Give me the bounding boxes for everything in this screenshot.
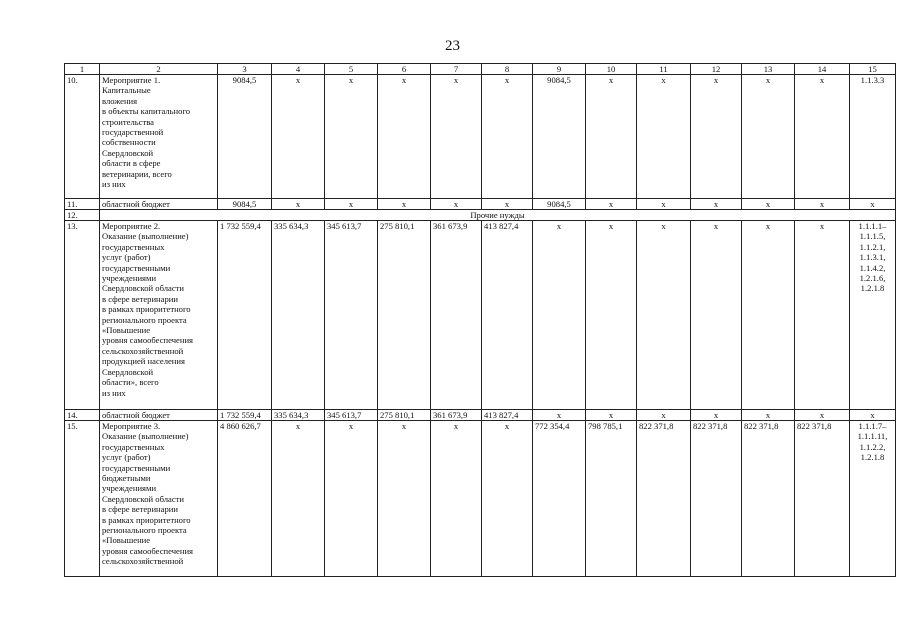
cell-col3: 9084,5	[218, 75, 272, 199]
row-number: 14.	[65, 410, 100, 421]
row-description: Мероприятие 3. Оказание (выполнение) государственных услуг (работ) государственными бюджетными учреждениями Свердловской области в сфере ветеринарии в рамках приоритетного регионального проекта «Повышение уровня самообеспечения сельскохозяйственной	[100, 421, 218, 577]
row-number: 12.	[65, 210, 100, 221]
col-header: 4	[272, 64, 325, 75]
cell-col7: 361 673,9	[431, 410, 482, 421]
cell-col12: х	[691, 410, 742, 421]
cell-col10: х	[586, 410, 637, 421]
cell-col8: х	[482, 199, 533, 210]
col-header: 3	[218, 64, 272, 75]
cell-col13: 822 371,8	[742, 421, 795, 577]
col-header: 10	[586, 64, 637, 75]
cell-col10: х	[586, 221, 637, 410]
col-header: 13	[742, 64, 795, 75]
cell-col7: х	[431, 421, 482, 577]
table-row	[65, 210, 896, 221]
cell-col15: 1.1.3.3	[850, 75, 896, 199]
cell-col9: 9084,5	[533, 75, 586, 199]
cell-col13: х	[742, 410, 795, 421]
col-header: 14	[795, 64, 850, 75]
cell-col11: 822 371,8	[637, 421, 691, 577]
cell-col7: х	[431, 199, 482, 210]
cell-col12: х	[691, 75, 742, 199]
cell-col4: 335 634,3	[272, 410, 325, 421]
cell-col4: 335 634,3	[272, 221, 325, 410]
row-description: Мероприятие 2. Оказание (выполнение) государственных услуг (работ) государственными учреждениями Свердловской области в сфере ветеринарии в рамках приоритетного регионального проекта «Повышение уровня самообеспечения сельскохозяйственной продукцией населения Свердловской области», всего из них	[100, 221, 218, 410]
cell-col10: х	[586, 199, 637, 210]
col-header: 12	[691, 64, 742, 75]
col-header: 2	[100, 64, 218, 75]
cell-col11: х	[637, 221, 691, 410]
cell-col3: 4 860 626,7	[218, 421, 272, 577]
cell-col14: 822 371,8	[795, 421, 850, 577]
table-row	[65, 221, 896, 410]
cell-col7: 361 673,9	[431, 221, 482, 410]
cell-col10: 798 785,1	[586, 421, 637, 577]
cell-col12: х	[691, 221, 742, 410]
cell-col8: х	[482, 75, 533, 199]
cell-col3: 9084,5	[218, 199, 272, 210]
cell-col13: х	[742, 221, 795, 410]
col-header: 1	[65, 64, 100, 75]
cell-col9: х	[533, 410, 586, 421]
cell-col5: 345 613,7	[325, 410, 378, 421]
col-header: 11	[637, 64, 691, 75]
col-header: 8	[482, 64, 533, 75]
row-number: 11.	[65, 199, 100, 210]
col-header: 6	[378, 64, 431, 75]
row-number: 13.	[65, 221, 100, 410]
cell-col7: х	[431, 75, 482, 199]
cell-col14: х	[795, 199, 850, 210]
cell-col13: х	[742, 199, 795, 210]
cell-col6: х	[378, 421, 431, 577]
cell-col14: х	[795, 410, 850, 421]
cell-col12: х	[691, 199, 742, 210]
cell-col15: х	[850, 199, 896, 210]
row-description: областной бюджет	[100, 410, 218, 421]
row-number: 15.	[65, 421, 100, 577]
cell-col13: х	[742, 75, 795, 199]
cell-col6: х	[378, 199, 431, 210]
cell-col9: 9084,5	[533, 199, 586, 210]
table-row	[65, 199, 896, 210]
col-header: 15	[850, 64, 896, 75]
cell-col9: х	[533, 221, 586, 410]
cell-col8: х	[482, 421, 533, 577]
row-description: Мероприятие 1. Капитальные вложения в объекты капитального строительства государственной собственности Свердловской области в сфере ветеринарии, всего из них	[100, 75, 218, 199]
cell-col5: 345 613,7	[325, 221, 378, 410]
cell-col4: х	[272, 75, 325, 199]
table-row	[65, 75, 896, 199]
cell-col15: 1.1.1.7– 1.1.1.11, 1.1.2.2, 1.2.1.8	[850, 421, 896, 577]
cell-col10: х	[586, 75, 637, 199]
cell-col4: х	[272, 199, 325, 210]
section-label: Прочие нужды	[100, 210, 896, 221]
cell-col12: 822 371,8	[691, 421, 742, 577]
cell-col14: х	[795, 221, 850, 410]
cell-col6: х	[378, 75, 431, 199]
cell-col5: х	[325, 421, 378, 577]
cell-col8: 413 827,4	[482, 410, 533, 421]
col-header: 9	[533, 64, 586, 75]
cell-col6: 275 810,1	[378, 221, 431, 410]
program-table	[64, 63, 896, 577]
cell-col14: х	[795, 75, 850, 199]
cell-col8: 413 827,4	[482, 221, 533, 410]
col-header: 7	[431, 64, 482, 75]
cell-col5: х	[325, 199, 378, 210]
column-number-row	[65, 64, 896, 75]
row-number: 10.	[65, 75, 100, 199]
col-header: 5	[325, 64, 378, 75]
cell-col15: 1.1.1.1– 1.1.1.5, 1.1.2.1, 1.1.3.1, 1.1.4.2, 1.2.1.6, 1.2.1.8	[850, 221, 896, 410]
row-description: областной бюджет	[100, 199, 218, 210]
table-row	[65, 410, 896, 421]
cell-col9: 772 354,4	[533, 421, 586, 577]
cell-col11: х	[637, 75, 691, 199]
cell-col11: х	[637, 199, 691, 210]
cell-col15: х	[850, 410, 896, 421]
table-row	[65, 421, 896, 577]
page-number: 23	[445, 38, 460, 54]
cell-col11: х	[637, 410, 691, 421]
cell-col4: х	[272, 421, 325, 577]
cell-col6: 275 810,1	[378, 410, 431, 421]
cell-col3: 1 732 559,4	[218, 410, 272, 421]
cell-col5: х	[325, 75, 378, 199]
cell-col3: 1 732 559,4	[218, 221, 272, 410]
